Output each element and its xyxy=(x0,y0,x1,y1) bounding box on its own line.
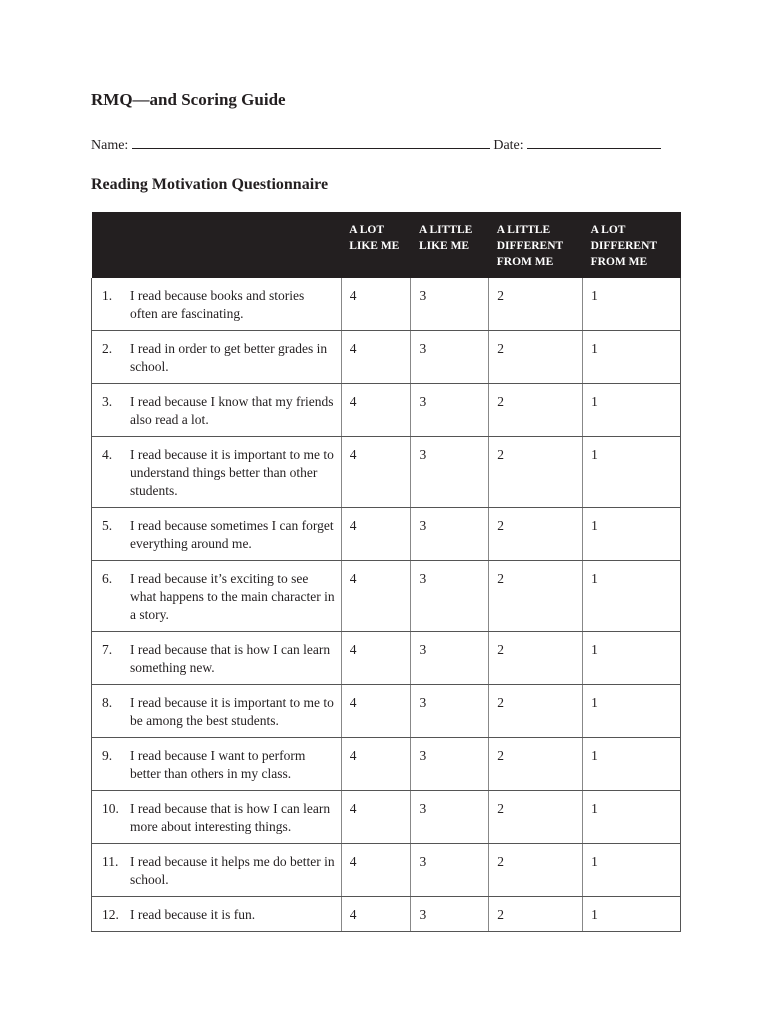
score-option[interactable]: 3 xyxy=(411,844,489,897)
score-option[interactable]: 2 xyxy=(489,791,583,844)
date-label: Date: xyxy=(493,138,524,153)
table-row xyxy=(92,844,681,897)
score-option[interactable]: 3 xyxy=(411,897,489,932)
score-option[interactable]: 3 xyxy=(411,278,489,331)
score-option[interactable]: 4 xyxy=(341,844,411,897)
question-text: I read because it is important to me to understand things better than other students. xyxy=(122,437,341,508)
score-option[interactable]: 4 xyxy=(341,437,411,508)
score-option[interactable]: 2 xyxy=(489,632,583,685)
score-option[interactable]: 2 xyxy=(489,738,583,791)
score-option[interactable]: 4 xyxy=(341,331,411,384)
score-option[interactable]: 3 xyxy=(411,384,489,437)
name-label: Name: xyxy=(91,138,129,153)
question-text: I read because sometimes I can forget everything around me. xyxy=(122,508,341,561)
question-text: I read because I know that my friends also read a lot. xyxy=(122,384,341,437)
column-header-a-lot-like-me: A LOT LIKE ME xyxy=(341,212,411,278)
score-option[interactable]: 3 xyxy=(411,632,489,685)
table-row xyxy=(92,791,681,844)
date-field-line[interactable] xyxy=(527,136,661,149)
score-option[interactable]: 4 xyxy=(341,278,411,331)
score-option[interactable]: 2 xyxy=(489,384,583,437)
score-option[interactable]: 1 xyxy=(583,897,681,932)
score-option[interactable]: 1 xyxy=(583,437,681,508)
section-title: Reading Motivation Questionnaire xyxy=(91,176,329,193)
score-option[interactable]: 1 xyxy=(583,685,681,738)
score-option[interactable]: 1 xyxy=(583,844,681,897)
score-option[interactable]: 1 xyxy=(583,561,681,632)
question-number: 2. xyxy=(92,331,122,384)
question-text: I read because that is how I can learn something new. xyxy=(122,632,341,685)
score-option[interactable]: 4 xyxy=(341,561,411,632)
question-text: I read because it is fun. xyxy=(122,897,341,932)
table-row xyxy=(92,685,681,738)
question-number: 4. xyxy=(92,437,122,508)
questionnaire-table xyxy=(91,212,681,932)
score-option[interactable]: 2 xyxy=(489,508,583,561)
question-text: I read because it helps me do better in school. xyxy=(122,844,341,897)
question-text: I read because it’s exciting to see what happens to the main character in a story. xyxy=(122,561,341,632)
score-option[interactable]: 1 xyxy=(583,331,681,384)
score-option[interactable]: 3 xyxy=(411,791,489,844)
question-number: 1. xyxy=(92,278,122,331)
score-option[interactable]: 1 xyxy=(583,738,681,791)
table-row xyxy=(92,331,681,384)
table-row xyxy=(92,632,681,685)
table-row xyxy=(92,897,681,932)
score-option[interactable]: 4 xyxy=(341,384,411,437)
question-text: I read because that is how I can learn more about interesting things. xyxy=(122,791,341,844)
score-option[interactable]: 3 xyxy=(411,437,489,508)
table-header-row xyxy=(92,212,681,278)
score-option[interactable]: 2 xyxy=(489,331,583,384)
score-option[interactable]: 3 xyxy=(411,561,489,632)
score-option[interactable]: 2 xyxy=(489,561,583,632)
score-option[interactable]: 4 xyxy=(341,897,411,932)
question-number: 12. xyxy=(92,897,122,932)
score-option[interactable]: 2 xyxy=(489,897,583,932)
column-header-a-little-different: A LITTLE DIFFERENT FROM ME xyxy=(489,212,583,278)
score-option[interactable]: 1 xyxy=(583,278,681,331)
score-option[interactable]: 4 xyxy=(341,791,411,844)
name-date-fields xyxy=(91,136,661,154)
question-text: I read because books and stories often are fascinating. xyxy=(122,278,341,331)
score-option[interactable]: 4 xyxy=(341,508,411,561)
score-option[interactable]: 2 xyxy=(489,278,583,331)
score-option[interactable]: 2 xyxy=(489,437,583,508)
document-title: RMQ—and Scoring Guide xyxy=(91,90,286,109)
score-option[interactable]: 3 xyxy=(411,331,489,384)
question-text: I read in order to get better grades in school. xyxy=(122,331,341,384)
score-option[interactable]: 3 xyxy=(411,738,489,791)
table-row xyxy=(92,278,681,331)
score-option[interactable]: 1 xyxy=(583,508,681,561)
table-row xyxy=(92,508,681,561)
table-row xyxy=(92,561,681,632)
question-number: 3. xyxy=(92,384,122,437)
score-option[interactable]: 3 xyxy=(411,685,489,738)
table-body xyxy=(92,278,681,932)
column-header-a-lot-different: A LOT DIFFERENT FROM ME xyxy=(583,212,681,278)
question-number: 7. xyxy=(92,632,122,685)
score-option[interactable]: 3 xyxy=(411,508,489,561)
score-option[interactable]: 4 xyxy=(341,738,411,791)
table-row xyxy=(92,384,681,437)
table-row xyxy=(92,738,681,791)
score-option[interactable]: 2 xyxy=(489,844,583,897)
header-blank-cell xyxy=(92,212,342,278)
question-number: 6. xyxy=(92,561,122,632)
table-row xyxy=(92,437,681,508)
question-number: 8. xyxy=(92,685,122,738)
question-number: 11. xyxy=(92,844,122,897)
score-option[interactable]: 4 xyxy=(341,685,411,738)
question-text: I read because I want to perform better than others in my class. xyxy=(122,738,341,791)
score-option[interactable]: 4 xyxy=(341,632,411,685)
score-option[interactable]: 1 xyxy=(583,632,681,685)
name-field-line[interactable] xyxy=(132,136,490,149)
score-option[interactable]: 2 xyxy=(489,685,583,738)
question-number: 9. xyxy=(92,738,122,791)
question-text: I read because it is important to me to be among the best students. xyxy=(122,685,341,738)
column-header-a-little-like-me: A LITTLE LIKE ME xyxy=(411,212,489,278)
score-option[interactable]: 1 xyxy=(583,791,681,844)
question-number: 10. xyxy=(92,791,122,844)
question-number: 5. xyxy=(92,508,122,561)
score-option[interactable]: 1 xyxy=(583,384,681,437)
